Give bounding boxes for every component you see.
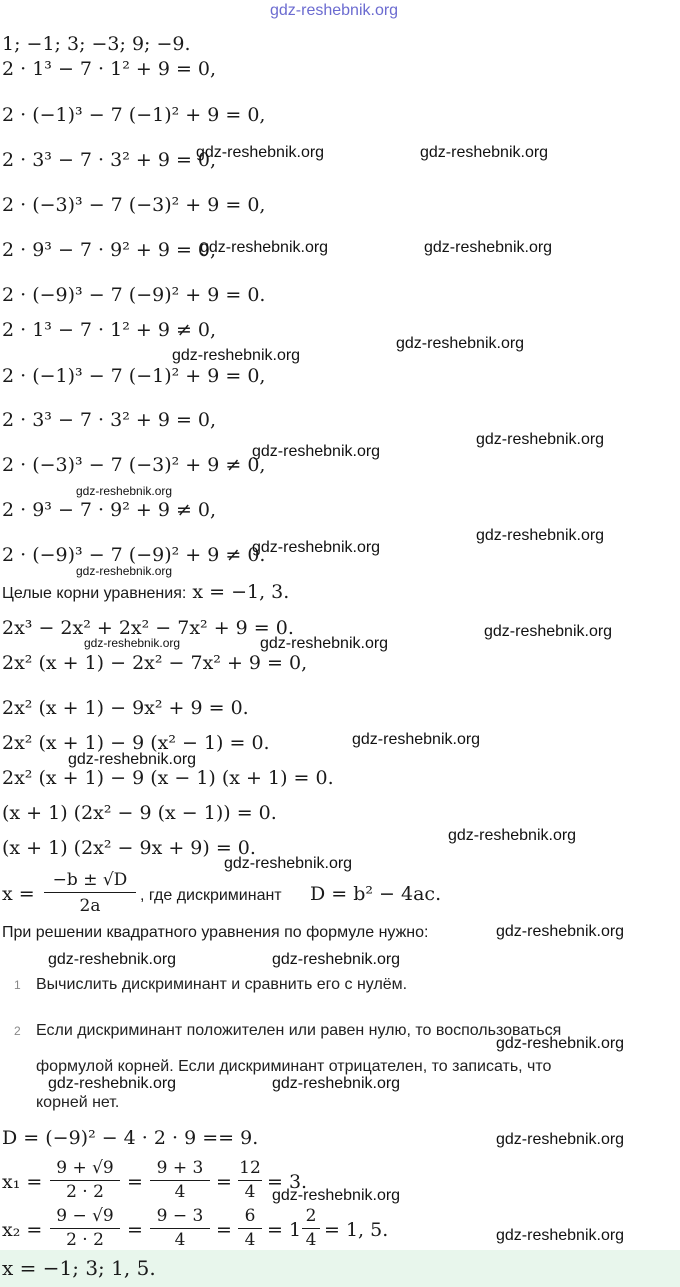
watermark: gdz-reshebnik.org	[496, 1035, 625, 1052]
x2-mid: = 1	[267, 1219, 302, 1241]
x2-eq2: =	[216, 1219, 232, 1241]
watermark: gdz-reshebnik.org	[48, 951, 177, 968]
factor-line: 2x² (x + 1) − 9x² + 9 = 0.	[2, 697, 249, 719]
x2-frac2-den: 4	[174, 1230, 186, 1250]
watermark: gdz-reshebnik.org	[76, 564, 173, 578]
x2-frac3-den: 4	[244, 1230, 256, 1250]
watermark: gdz-reshebnik.org	[84, 636, 181, 650]
x2-frac4-num: 2	[302, 1204, 320, 1229]
check-line: 2 · (−1)³ − 7 (−1)² + 9 = 0,	[2, 104, 266, 126]
watermark: gdz-reshebnik.org	[224, 855, 353, 872]
formula-where: , где дискриминант	[140, 887, 282, 904]
x2-frac1-den: 2 · 2	[66, 1230, 104, 1250]
watermark: gdz-reshebnik.org	[496, 923, 625, 940]
x2-frac2-num: 9 − 3	[150, 1204, 210, 1229]
watermark: gdz-reshebnik.org	[172, 347, 301, 364]
watermark: gdz-reshebnik.org	[352, 731, 481, 748]
integer-roots	[2, 580, 289, 606]
x1-frac1-den: 2 · 2	[66, 1182, 104, 1202]
step-text: корней нет.	[36, 1094, 120, 1111]
x1-frac2-den: 4	[174, 1182, 186, 1202]
step-number: 1	[14, 978, 21, 992]
formula-x: x =	[2, 883, 35, 905]
check-line: 2 · 3³ − 7 · 3² + 9 = 0,	[2, 149, 217, 171]
factor-line: 2x³ − 2x² + 2x² − 7x² + 9 = 0.	[2, 617, 294, 639]
watermark: gdz-reshebnik.org	[272, 1075, 401, 1092]
watermark: gdz-reshebnik.org	[252, 443, 381, 460]
watermark: gdz-reshebnik.org	[252, 539, 381, 556]
x1-frac3-den: 4	[244, 1182, 256, 1202]
watermark: gdz-reshebnik.org	[272, 1187, 401, 1204]
x2-frac1-num: 9 − √9	[50, 1204, 120, 1229]
root-x2	[2, 1204, 422, 1248]
step-text: Вычислить дискриминант и сравнить его с нулём.	[36, 976, 408, 993]
check-line: 2 · 9³ − 7 · 9² + 9 ≠ 0,	[2, 499, 217, 521]
step-text: формулой корней. Если дискриминант отрицателен, то записать, что	[36, 1058, 552, 1075]
x2-eq1: =	[127, 1219, 143, 1241]
step-number: 2	[14, 1024, 21, 1038]
formula-discriminant: D = b² − 4ac.	[310, 883, 442, 905]
x1-frac2-num: 9 + 3	[150, 1156, 210, 1181]
formula-numerator: −b ± √D	[44, 868, 136, 893]
x2-frac3-num: 6	[238, 1204, 262, 1229]
watermark: gdz-reshebnik.org	[476, 431, 605, 448]
factor-line: 2x² (x + 1) − 2x² − 7x² + 9 = 0,	[2, 652, 308, 674]
x1-eq1: =	[127, 1171, 143, 1193]
integer-roots-value: x = −1, 3.	[192, 581, 290, 603]
watermark: gdz-reshebnik.org	[420, 144, 549, 161]
check-line: 2 · (−9)³ − 7 (−9)² + 9 ≠ 0.	[2, 544, 266, 566]
step-text: Если дискриминант положителен или равен нулю, то воспользоваться	[36, 1022, 562, 1039]
watermark: gdz-reshebnik.org	[48, 1075, 177, 1092]
factor-line: 2x² (x + 1) − 9 (x² − 1) = 0.	[2, 732, 270, 754]
watermark: gdz-reshebnik.org	[68, 751, 197, 768]
check-line: 2 · (−3)³ − 7 (−3)² + 9 ≠ 0,	[2, 454, 266, 476]
watermark: gdz-reshebnik.org	[260, 635, 389, 652]
watermark: gdz-reshebnik.org	[272, 951, 401, 968]
x2-lhs: x₂ =	[2, 1219, 43, 1241]
candidate-roots: 1; −1; 3; −3; 9; −9.	[2, 33, 191, 55]
watermark: gdz-reshebnik.org	[396, 335, 525, 352]
x1-eq2: =	[216, 1171, 232, 1193]
watermark: gdz-reshebnik.org	[448, 827, 577, 844]
x2-tail: = 1, 5.	[324, 1219, 389, 1241]
watermark: gdz-reshebnik.org	[476, 527, 605, 544]
answer-box	[0, 1250, 680, 1287]
watermark: gdz-reshebnik.org	[484, 623, 613, 640]
factor-line: (x + 1) (2x² − 9 (x − 1)) = 0.	[2, 802, 277, 824]
final-answer: x = −1; 3; 1, 5.	[2, 1256, 156, 1280]
watermark: gdz-reshebnik.org	[200, 239, 329, 256]
discriminant-calc: D = (−9)² − 4 · 2 · 9 == 9.	[2, 1127, 259, 1149]
watermark: gdz-reshebnik.org	[496, 1131, 625, 1148]
x1-frac1-num: 9 + √9	[50, 1156, 120, 1181]
check-line: 2 · (−1)³ − 7 (−1)² + 9 = 0,	[2, 365, 266, 387]
watermark: gdz-reshebnik.org	[424, 239, 553, 256]
x2-frac4-den: 4	[305, 1230, 317, 1250]
check-line: 2 · 1³ − 7 · 1² + 9 = 0,	[2, 58, 217, 80]
rule-intro: При решении квадратного уравнения по формуле нужно:	[2, 924, 429, 941]
factor-line: 2x² (x + 1) − 9 (x − 1) (x + 1) = 0.	[2, 767, 334, 789]
watermark: gdz-reshebnik.org	[196, 144, 325, 161]
x1-lhs: x₁ =	[2, 1171, 43, 1193]
formula-denominator: 2a	[79, 896, 101, 916]
check-line: 2 · 3³ − 7 · 3² + 9 = 0,	[2, 409, 217, 431]
check-line: 2 · 1³ − 7 · 1² + 9 ≠ 0,	[2, 319, 217, 341]
check-line: 2 · 9³ − 7 · 9² + 9 = 0,	[2, 239, 217, 261]
x1-tail: = 3.	[267, 1171, 308, 1193]
factor-line: (x + 1) (2x² − 9x + 9) = 0.	[2, 837, 256, 859]
x1-frac3-num: 12	[238, 1156, 262, 1181]
watermark-top: gdz-reshebnik.org	[270, 2, 399, 19]
watermark: gdz-reshebnik.org	[496, 1227, 625, 1244]
check-line: 2 · (−3)³ − 7 (−3)² + 9 = 0,	[2, 194, 266, 216]
integer-roots-label: Целые корни уравнения:	[2, 585, 187, 602]
check-line: 2 · (−9)³ − 7 (−9)² + 9 = 0.	[2, 284, 266, 306]
watermark: gdz-reshebnik.org	[76, 484, 173, 498]
